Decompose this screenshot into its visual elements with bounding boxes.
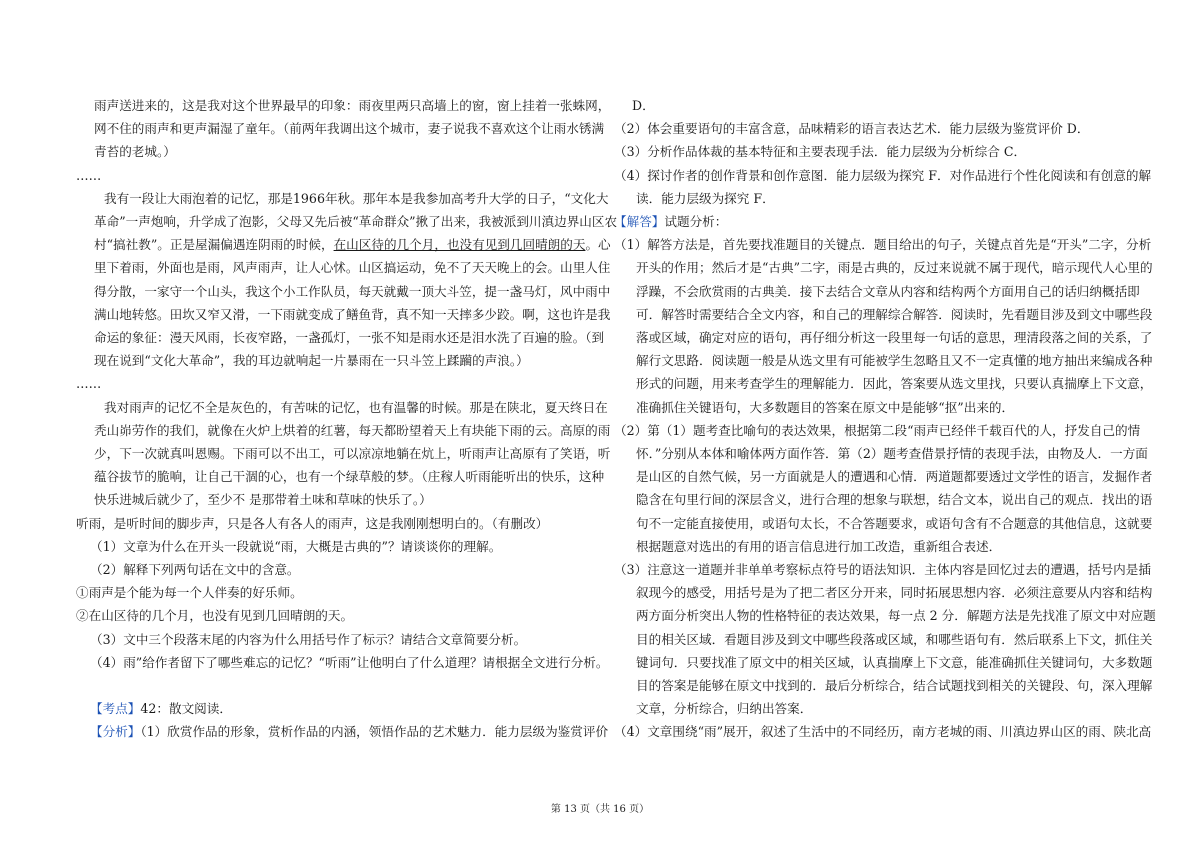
text-line <box>614 720 1164 743</box>
line-text: 网不住的雨声和更声漏湿了童年。（前两年我调出这个城市，妻子说我不喜欢这个让雨水锈满 <box>94 121 605 137</box>
text-line <box>76 233 611 256</box>
text-line <box>614 233 1164 256</box>
text-line <box>76 372 596 395</box>
line-text: 浮躁，不会欣赏雨的古典美．接下去结合文章从内容和结构两个方面用自己的话归纳概括即 <box>636 283 1140 299</box>
line-text: 可．解答时需要结合全文内容，和自己的理解综合解答．阅读时，先看题目涉及到文中哪些段 <box>636 306 1153 322</box>
text-line <box>614 140 1164 163</box>
line-text: D． <box>632 98 655 113</box>
line-text: （4）探讨作者的创作背景和创作意图．能力层级为探究 F．对作品进行个性化阅读和有创意的解 <box>614 167 1152 183</box>
text-line <box>76 488 596 511</box>
text-line <box>76 326 605 349</box>
text-line <box>76 581 596 604</box>
section-tag: 【考点】 <box>90 701 141 717</box>
text-line <box>614 558 1164 581</box>
line-text: （1）解答方法是，首先要找准题目的关键点．题目给出的句子，关键点首先是“开头”二字，分析 <box>614 237 1152 253</box>
text-line <box>614 326 1164 349</box>
text-line <box>614 442 1164 465</box>
text-line <box>76 94 611 117</box>
line-text: 得分散，一家守一个山头，我这个小工作队员，每天就戴一顶大斗笠，提一盏马灯，风中雨中 <box>94 283 611 299</box>
text-line <box>614 256 1164 279</box>
line-text: 键词句．只要找准了原文中的相关区域，认真揣摩上下文意，能准确抓住关键词句，大多数题 <box>636 654 1153 670</box>
line-text: 是山区的自然气候，另一方面就是人的遭遇和心情．两道题都要透过文学性的语言，发掘作者 <box>636 469 1153 485</box>
left-column <box>76 94 618 744</box>
line-text: 隐含在句里行间的深层含义，进行合理的想象与联想，结合文本，说出自己的观点．找出的语 <box>636 492 1153 508</box>
text-line <box>76 419 611 442</box>
line-text: （4）文章围绕“雨”展开，叙述了生活中的不同经历，南方老城的雨、川滇边界山区的雨、陕北高 <box>614 724 1152 740</box>
text-line <box>76 117 605 140</box>
line-text: 里下着雨，外面也是雨，风声雨声，让人心怵。山区搞运动，免不了天天晚上的会。山里人住 <box>94 260 611 276</box>
line-text: 怀．”分别从本体和喻体两方面作答．第（2）题考查借景抒情的表现手法，由物及人．一方面 <box>636 446 1148 462</box>
text-line <box>76 187 609 210</box>
section-tag: 【分析】 <box>90 724 141 740</box>
text-line <box>614 697 1164 720</box>
text-line <box>76 164 596 187</box>
text-line <box>76 674 596 697</box>
line-text: 42：散文阅读． <box>140 701 232 717</box>
line-text: 解行文思路．阅读题一般是从选文里有可能被学生忽略且又不一定真懂的地方抽出来编成各种 <box>636 353 1153 369</box>
line-text: 蕴谷拔节的脆响，让自己干涸的心，也有一个绿草般的梦。（庄稼人听雨能听出的快乐，这种 <box>94 469 605 485</box>
text-line <box>614 512 1164 535</box>
text-line <box>614 419 1164 442</box>
line-text: 叙现今的感受，用括号是为了把二者区分开来，同时拓展思想内容．必须注意要从内容和结构 <box>636 585 1153 601</box>
text-line <box>76 396 608 419</box>
text-line <box>614 581 1164 604</box>
line-text: 革命”一声炮响，升学成了泡影，父母又先后被“革命群众”揪了出来，我被派到川滇边界山区农 <box>94 214 618 230</box>
line-text: 试题分析： <box>664 214 728 230</box>
line-text: …… <box>76 167 102 183</box>
line-text: 听雨，是听时间的脚步声，只是各人有各人的雨声，这是我刚刚想明白的。（有删改） <box>76 515 549 531</box>
line-text: 读．能力层级为探究 F． <box>636 190 775 206</box>
line-text: 快乐进城后就少了，至少不 是那带着土味和草味的快乐了。） <box>94 492 432 508</box>
text-line <box>614 303 1164 326</box>
line-text-tail: 。心 <box>585 237 611 253</box>
line-text: …… <box>76 376 102 392</box>
text-line <box>76 280 611 303</box>
text-line <box>76 303 611 326</box>
text-line <box>614 674 1164 697</box>
right-column <box>614 94 1164 744</box>
line-text: 满山地转悠。田坎又窄又滑，一下雨就变成了鳝鱼背，真不知一天摔多少跤。啊，这也许是我 <box>94 306 611 322</box>
line-text: （2）第（1）题考查比喻句的表达效果，根据第二段“雨声已经伴千载百代的人，抒发自己的情 <box>614 422 1141 438</box>
text-line <box>614 187 1164 210</box>
line-text: 根据题意对选出的有用的语言信息进行加工改造，重新组合表述． <box>636 538 1002 554</box>
text-line <box>614 535 1164 558</box>
text-line <box>614 372 1164 395</box>
text-line <box>76 210 618 233</box>
text-line <box>614 280 1164 303</box>
line-text: （2）体会重要语句的丰富含意，品味精彩的语言表达艺术．能力层级为鉴赏评价 D． <box>614 121 1090 137</box>
line-text: 文章，分析综合，归纳出答案． <box>636 701 813 717</box>
text-line <box>614 210 1164 233</box>
line-text: 雨声送进来的，这是我对这个世界最早的印象：雨夜里两只高墙上的窗，窗上挂着一张蛛网， <box>94 98 611 113</box>
text-line <box>76 720 609 743</box>
line-text: 形式的问题，用来考查学生的理解能力．因此，答案要从选文里找，只要认真揣摩上下文意， <box>636 376 1153 392</box>
section-tag: 【解答】 <box>614 214 665 230</box>
text-line <box>76 465 605 488</box>
line-text: 开头的作用；然后才是“古典”二字，雨是古典的，反过来说就不属于现代，暗示现代人心里的 <box>636 260 1153 276</box>
line-text: 句不一定能直接使用，或语句太长，不合答题要求，或语句含有不合题意的其他信息，这就要 <box>636 515 1153 531</box>
line-text: ①雨声是个能为每一个人伴奏的好乐师。 <box>76 585 303 601</box>
text-line <box>76 512 596 535</box>
text-line <box>614 117 1164 140</box>
text-line <box>76 140 596 163</box>
line-text: （1）文章为什么在开头一段就说“雨，大概是古典的”？请谈谈你的理解。 <box>90 538 502 554</box>
text-line <box>614 651 1164 674</box>
text-line <box>76 256 611 279</box>
text-line <box>76 628 596 651</box>
line-text: 命运的象征：漫天风雨，长夜窄路，一盏孤灯，一张不知是雨水还是泪水洗了百遍的脸。（到 <box>94 330 605 346</box>
text-line <box>614 628 1164 651</box>
text-line <box>76 349 596 372</box>
text-line <box>76 535 596 558</box>
line-text: 我有一段让大雨泡着的记忆，那是1966年秋。那年本是我参加高考升大学的日子，“文化大 <box>104 190 609 206</box>
line-text: （3）分析作品体裁的基本特征和主要表现手法．能力层级为分析综合 C． <box>614 144 1027 160</box>
line-text: 青苔的老城。） <box>94 144 176 160</box>
text-line <box>76 651 609 674</box>
line-text: 现在说到“文化大革命”，我的耳边就响起一片暴雨在一只斗笠上蹂躏的声浪。） <box>94 353 529 369</box>
text-line <box>614 604 1164 627</box>
line-text: ②在山区待的几个月，也没有见到几回晴朗的天。 <box>76 608 354 624</box>
line-text: 秃山峁劳作的我们，就像在火炉上烘着的红薯，每天都盼望着天上有块能下雨的云。高原的雨 <box>94 422 611 438</box>
line-text: 村“搞社教”。正是屋漏偏遇连阴雨的时候， <box>94 237 334 253</box>
line-text: 目的相关区域．看题目涉及到文中哪些段落或区域，和哪些语句有．然后联系上下文，抓住关 <box>636 631 1153 647</box>
text-line <box>76 442 611 465</box>
line-text: 我对雨声的记忆不全是灰色的，有苦味的记忆，也有温馨的时候。那是在陕北，夏天终日在 <box>104 399 608 415</box>
text-line <box>76 604 596 627</box>
page-footer: 第 13 页（共 16 页） <box>550 804 650 815</box>
text-line <box>76 558 596 581</box>
line-text: 两方面分析突出人物的性格特征的表达效果，每一点 2 分．解题方法是先找准了原文中对应题 <box>636 608 1156 624</box>
line-text: （2）解释下列两句话在文中的含意。 <box>90 562 300 578</box>
underlined-sentence: 在山区待的几个月，也没有见到几回晴朗的天 <box>333 237 586 253</box>
text-line <box>614 349 1164 372</box>
line-text: （3）注意这一道题并非单单考察标点符号的语法知识．主体内容是回忆过去的遭遇，括号内是插 <box>614 562 1151 578</box>
line-text: 准确抓住关键语句，大多数题目的答案在原文中是能够“抠”出来的． <box>636 399 1015 415</box>
text-line <box>614 94 1164 117</box>
line-text: （4）雨”给作者留下了哪些难忘的记忆？“听雨”让他明白了什么道理？请根据全文进行分析。 <box>90 654 609 670</box>
text-line <box>614 465 1164 488</box>
line-text: 落或区域，确定对应的语句，再仔细分析这一段里每一句话的意思，理清段落之间的关系，了 <box>636 330 1153 346</box>
line-text: （3）文中三个段落末尾的内容为什么用括号作了标示？请结合文章简要分析。 <box>90 631 527 647</box>
text-line <box>614 164 1164 187</box>
text-line <box>614 396 1164 419</box>
text-line <box>614 488 1164 511</box>
line-text: 目的答案是能够在原文中找到的．最后分析综合，结合试题找到相关的关键段、句，深入理解 <box>636 678 1153 694</box>
line-text: （1）欣赏作品的形象，赏析作品的内涵，领悟作品的艺术魅力．能力层级为鉴赏评价 <box>140 724 609 740</box>
text-line <box>76 697 596 720</box>
line-text: 少，下一次就真叫恩赐。下雨可以不出工，可以凉凉地躺在炕上，听雨声让高原有了笑语，听 <box>94 446 611 462</box>
